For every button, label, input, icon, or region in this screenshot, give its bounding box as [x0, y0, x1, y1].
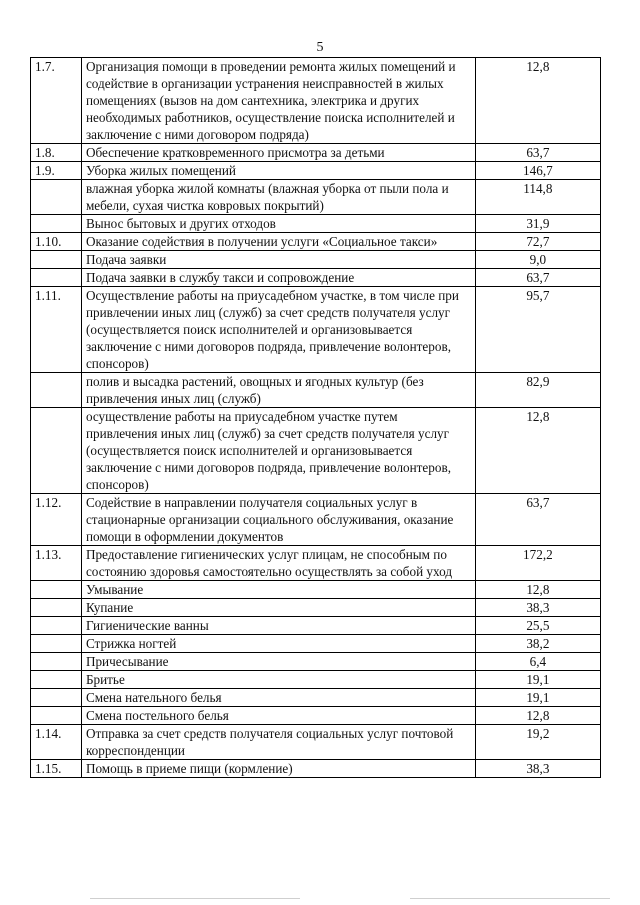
row-description: Оказание содействия в получении услуги «Социальное такси»	[81, 233, 475, 251]
table-row	[31, 617, 601, 635]
table-row	[31, 144, 601, 162]
table-row	[31, 494, 601, 546]
table-row	[31, 653, 601, 671]
table-row	[31, 180, 601, 215]
table-row	[31, 760, 601, 778]
row-number: 1.11.	[31, 287, 82, 373]
row-number	[31, 617, 82, 635]
row-number	[31, 707, 82, 725]
table-row	[31, 707, 601, 725]
row-description: Обеспечение кратковременного присмотра за детьми	[81, 144, 475, 162]
row-description: Содействие в направлении получателя социальных услуг в стационарные организации социального обслуживания, оказание помощи в оформлении документов	[81, 494, 475, 546]
row-description: влажная уборка жилой комнаты (влажная уборка от пыли пола и мебели, сухая чистка ковровых покрытий)	[81, 180, 475, 215]
row-value: 12,8	[475, 58, 600, 144]
row-value: 12,8	[475, 707, 600, 725]
row-number: 1.14.	[31, 725, 82, 760]
row-number	[31, 581, 82, 599]
row-description: Купание	[81, 599, 475, 617]
row-number: 1.12.	[31, 494, 82, 546]
row-value: 63,7	[475, 144, 600, 162]
row-value: 63,7	[475, 269, 600, 287]
row-description: Умывание	[81, 581, 475, 599]
row-value: 146,7	[475, 162, 600, 180]
row-description: Предоставление гигиенических услуг плицам, не способным по состоянию здоровья самостоятельно осуществлять за собой уход	[81, 546, 475, 581]
row-description: Смена постельного белья	[81, 707, 475, 725]
row-number	[31, 373, 82, 408]
row-number	[31, 599, 82, 617]
row-number: 1.15.	[31, 760, 82, 778]
row-description: Помощь в приеме пищи (кормление)	[81, 760, 475, 778]
table-row	[31, 599, 601, 617]
row-value: 19,2	[475, 725, 600, 760]
row-description: Подача заявки	[81, 251, 475, 269]
row-description: Смена нательного белья	[81, 689, 475, 707]
row-description: Вынос бытовых и других отходов	[81, 215, 475, 233]
row-value: 114,8	[475, 180, 600, 215]
services-table-body	[31, 58, 601, 778]
row-number	[31, 635, 82, 653]
row-description: Стрижка ногтей	[81, 635, 475, 653]
row-number	[31, 671, 82, 689]
row-number	[31, 653, 82, 671]
row-value: 19,1	[475, 671, 600, 689]
table-row	[31, 287, 601, 373]
scan-artifact-line	[90, 898, 300, 899]
row-value: 38,2	[475, 635, 600, 653]
row-number: 1.7.	[31, 58, 82, 144]
row-number	[31, 251, 82, 269]
table-row	[31, 546, 601, 581]
table-row	[31, 581, 601, 599]
row-description: Гигиенические ванны	[81, 617, 475, 635]
row-description: осуществление работы на приусадебном участке путем привлечения иных лиц (служб) за счет средств получателя услуг (осуществляется поиск исполнителей и организовывается заключение с ними договоров подряда, привлечение волонтеров, спонсоров)	[81, 408, 475, 494]
services-table	[30, 57, 601, 778]
row-value: 72,7	[475, 233, 600, 251]
row-description: Осуществление работы на приусадебном участке, в том числе при привлечении иных лиц (служб) за счет средств получателя услуг (осуществляется поиск исполнителей и организовывается заключение с ними договоров подряда, привлечение волонтеров, спонсоров)	[81, 287, 475, 373]
row-number	[31, 180, 82, 215]
table-row	[31, 408, 601, 494]
row-description: Бритье	[81, 671, 475, 689]
row-value: 12,8	[475, 581, 600, 599]
row-value: 31,9	[475, 215, 600, 233]
table-row	[31, 162, 601, 180]
row-value: 38,3	[475, 599, 600, 617]
row-number: 1.9.	[31, 162, 82, 180]
page-number: 5	[316, 40, 324, 55]
row-description: Отправка за счет средств получателя социальных услуг почтовой корреспонденции	[81, 725, 475, 760]
row-value: 82,9	[475, 373, 600, 408]
table-row	[31, 725, 601, 760]
row-description: Причесывание	[81, 653, 475, 671]
row-number	[31, 269, 82, 287]
scan-artifact-line	[410, 898, 610, 899]
table-row	[31, 233, 601, 251]
table-row	[31, 58, 601, 144]
row-value: 172,2	[475, 546, 600, 581]
table-row	[31, 671, 601, 689]
table-row	[31, 215, 601, 233]
row-value: 19,1	[475, 689, 600, 707]
table-row	[31, 635, 601, 653]
row-value: 9,0	[475, 251, 600, 269]
row-value: 38,3	[475, 760, 600, 778]
table-row	[31, 373, 601, 408]
row-value: 63,7	[475, 494, 600, 546]
table-row	[31, 251, 601, 269]
row-number: 1.13.	[31, 546, 82, 581]
row-value: 95,7	[475, 287, 600, 373]
row-number	[31, 408, 82, 494]
row-value: 12,8	[475, 408, 600, 494]
row-number	[31, 215, 82, 233]
row-description: Организация помощи в проведении ремонта жилых помещений и содействие в организации устранения неисправностей в жилых помещениях (вызов на дом сантехника, электрика и других необходимых работников, осуществление поиска исполнителей и заключение с ними договором подряда)	[81, 58, 475, 144]
row-description: Подача заявки в службу такси и сопровождение	[81, 269, 475, 287]
row-value: 25,5	[475, 617, 600, 635]
row-value: 6,4	[475, 653, 600, 671]
table-row	[31, 689, 601, 707]
row-number	[31, 689, 82, 707]
table-row	[31, 269, 601, 287]
row-description: полив и высадка растений, овощных и ягодных культур (без привлечения иных лиц (служб)	[81, 373, 475, 408]
row-description: Уборка жилых помещений	[81, 162, 475, 180]
row-number: 1.10.	[31, 233, 82, 251]
row-number: 1.8.	[31, 144, 82, 162]
